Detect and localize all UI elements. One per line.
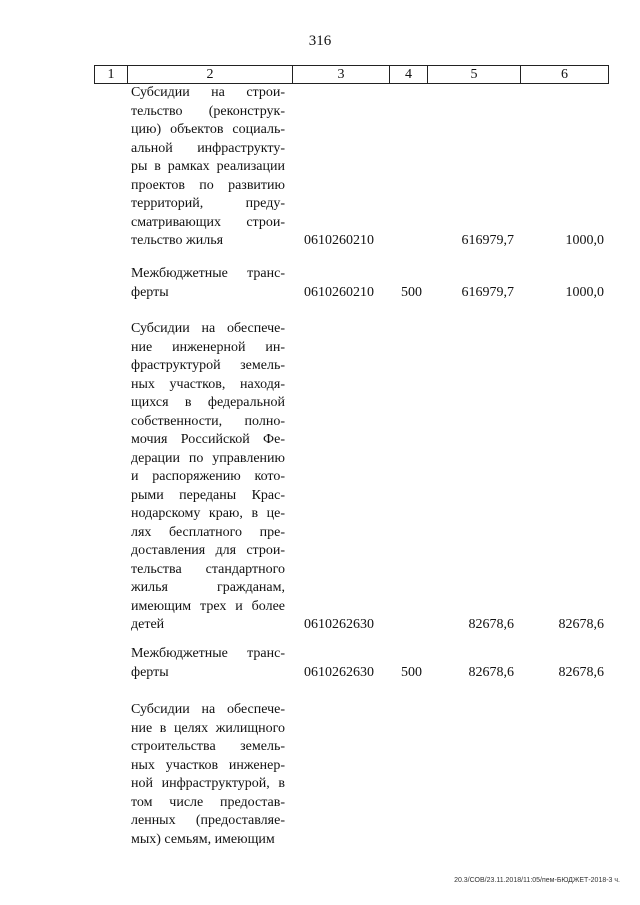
row-amount-2019: 616979,7 [461,233,514,248]
document-footer-code: 20.3/СОВ/23.11.2018/11:05/пем-БЮДЖЕТ-2018-3 ч. [454,877,620,884]
description-line: ферты [131,284,169,300]
description-line: лях бесплатного пре- [131,524,285,540]
description-line: ных участков инженер- [131,757,285,773]
header-col-2: 2 [128,66,293,83]
description-line: проектов по развитию [131,177,285,193]
description-line: сматривающих строи- [131,214,285,230]
header-col-1: 1 [95,66,128,83]
description-line: тельство жилья [131,233,224,248]
description-line: Межбюджетные транс- [131,266,285,281]
row-amount-2019: 82678,6 [468,617,514,632]
description-line: ние в целях жилищного [131,720,285,736]
description-line: мочия Российской Фе- [131,432,285,447]
page-number: 316 [308,33,332,49]
description-line: ной инфраструктурой, в [131,776,285,791]
description-line: щихся в федеральной [131,395,285,410]
table-header-row [94,65,609,84]
row-description [131,265,285,302]
row-expense-type: 500 [401,284,422,300]
header-col-4: 4 [390,66,428,83]
row-code: 0610260210 [304,284,374,300]
description-line: доставления для строи- [131,543,285,558]
row-description [131,645,285,682]
description-line: ферты [131,664,169,680]
description-line: детей [131,617,165,632]
row-expense-type: 500 [401,664,422,680]
row-code: 0610262630 [304,617,374,632]
row-description [131,320,285,635]
description-line: тельство (реконструк- [131,103,285,119]
description-line: нодарскому краю, в це- [131,506,285,521]
row-description [131,84,285,251]
description-line: том числе предостав- [131,794,285,810]
description-line: жилья гражданам, [131,580,285,595]
description-line: собственности, полно- [131,413,285,429]
description-line: ленных (предоставляе- [131,813,285,828]
header-col-5: 5 [428,66,521,83]
description-line: альной инфраструкту- [131,140,285,156]
description-line: тельства стандартного [131,561,285,577]
row-description [131,701,285,849]
description-line: ры в рамках реализации [131,159,285,174]
description-line: ние инженерной ин- [131,339,285,355]
description-line: территорий, преду- [131,196,285,211]
header-col-6: 6 [561,67,568,82]
description-line: строительства земель- [131,739,285,754]
header-col-3: 3 [293,66,390,83]
description-line: Субсидии на обеспече- [131,702,285,717]
description-line: Субсидии на строи- [131,85,285,100]
description-line: фраструктурой земель- [131,358,285,373]
description-line: Межбюджетные транс- [131,646,285,661]
row-amount-2020: 1000,0 [565,233,604,248]
description-line: и распоряжению кото- [131,469,285,484]
description-line: ных участков, находя- [131,376,285,392]
description-line: дерации по управлению [131,450,285,466]
row-amount-2020: 82678,6 [558,617,604,632]
row-amount-2020: 1000,0 [565,284,604,300]
row-amount-2019: 616979,7 [461,284,514,300]
row-code: 0610262630 [304,664,374,680]
description-line: цию) объектов социаль- [131,122,285,137]
description-line: мых) семьям, имеющим [131,831,275,847]
description-line: Субсидии на обеспече- [131,321,285,336]
row-amount-2019: 82678,6 [468,664,514,680]
description-line: рыми переданы Крас- [131,487,285,503]
description-line: имеющим трех и более [131,598,285,614]
row-amount-2020: 82678,6 [558,664,604,680]
row-code: 0610260210 [304,233,374,248]
